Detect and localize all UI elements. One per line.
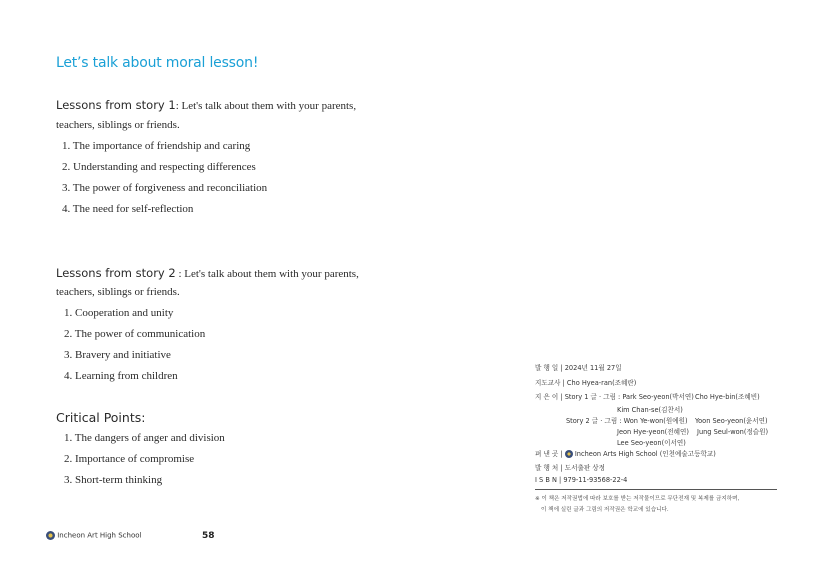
story2-author-d: Jung Seul-won(정슬원): [697, 428, 769, 436]
story1-item-4: 4. The need for self-reflection: [62, 203, 194, 215]
critical-item-2: 2. Importance of compromise: [64, 453, 195, 465]
story2-intro-continued: teachers, siblings or friends.: [56, 286, 180, 298]
story2-author-e: Lee Seo-yeon(이서연): [617, 439, 686, 447]
publish-date-value: 2024년 11월 27일: [564, 364, 622, 372]
school-emblem-icon: [565, 450, 573, 458]
colophon-authors: [535, 391, 694, 401]
story2-credit-label: Story 2 글 · 그림 :: [566, 417, 622, 425]
critical-item-3: 3. Short-term thinking: [64, 474, 163, 486]
publisher-value: Incheon Arts High School (인천예술고등학교): [574, 450, 716, 458]
critical-item-1: 1. The dangers of anger and division: [64, 432, 225, 444]
school-logo-icon: [46, 531, 55, 540]
colophon-story2: [566, 415, 688, 425]
story2-author-c: Jeon Hye-yeon(전혜연): [617, 428, 689, 436]
copyright-note-2: 이 책에 실린 글과 그림의 저작권은 학교에 있습니다.: [541, 507, 669, 513]
footer-school: [46, 531, 141, 540]
story2-author-a: Won Ye-won(원예원): [623, 417, 688, 425]
story2-author-b: Yoon Seo-yeon(윤서연): [695, 417, 768, 425]
footer-school-name: Incheon Art High School: [57, 531, 142, 540]
story1-intro-continued: teachers, siblings or friends.: [56, 119, 180, 131]
story2-section: [56, 264, 359, 282]
story1-intro: : Let's talk about them with your parents,: [175, 100, 357, 112]
story2-item-2: 2. The power of communication: [64, 328, 206, 340]
publish-date-label: 발 행 일 |: [535, 364, 563, 372]
story2-item-4: 4. Learning from children: [64, 370, 178, 382]
colophon-divider: [535, 489, 777, 490]
isbn-value: 979-11-93568-22-4: [563, 476, 628, 484]
story2-heading: Lessons from story 2: [56, 266, 176, 280]
advisor-label: 지도교사 |: [535, 379, 565, 387]
story1-item-3: 3. The power of forgiveness and reconciliation: [62, 182, 268, 194]
page-number: 58: [202, 531, 215, 541]
colophon-publish-date: [535, 362, 622, 372]
story1-author-c: Kim Chan-se(김찬서): [617, 406, 683, 414]
colophon-publisher: [535, 448, 716, 458]
printer-label: 발 행 처 |: [535, 464, 563, 472]
story1-heading: Lessons from story 1: [56, 98, 176, 112]
advisor-value: Cho Hyea-ran(조혜란): [566, 379, 637, 387]
colophon-advisor: [535, 377, 636, 387]
story2-item-3: 3. Bravery and initiative: [64, 349, 171, 361]
story1-credit-label: Story 1 글 · 그림 :: [564, 393, 621, 401]
critical-heading: Critical Points:: [56, 410, 146, 425]
colophon-isbn: [535, 476, 627, 484]
story1-author-b: Cho Hye-bin(조혜빈): [695, 393, 760, 401]
story1-section: [56, 96, 356, 114]
publisher-label: 펴 낸 곳 |: [535, 450, 563, 458]
story1-author-a: Park Seo-yeon(박서연): [622, 393, 694, 401]
story1-item-1: 1. The importance of friendship and caring: [62, 140, 251, 152]
colophon-printer: [535, 462, 605, 472]
copyright-note-1: ※ 이 책은 저작권법에 따라 보호를 받는 저작물이므로 무단전재 및 복제를 금지하며,: [535, 496, 740, 502]
story1-item-2: 2. Understanding and respecting differences: [62, 161, 256, 173]
page-title: Let’s talk about moral lesson!: [56, 55, 259, 71]
story2-intro: : Let's talk about them with your parents,: [175, 268, 359, 280]
story2-item-1: 1. Cooperation and unity: [64, 307, 174, 319]
printer-value: 도서출판 상정: [564, 464, 606, 472]
isbn-label: I S B N |: [535, 476, 562, 484]
authors-label: 지 은 이 |: [535, 393, 563, 401]
